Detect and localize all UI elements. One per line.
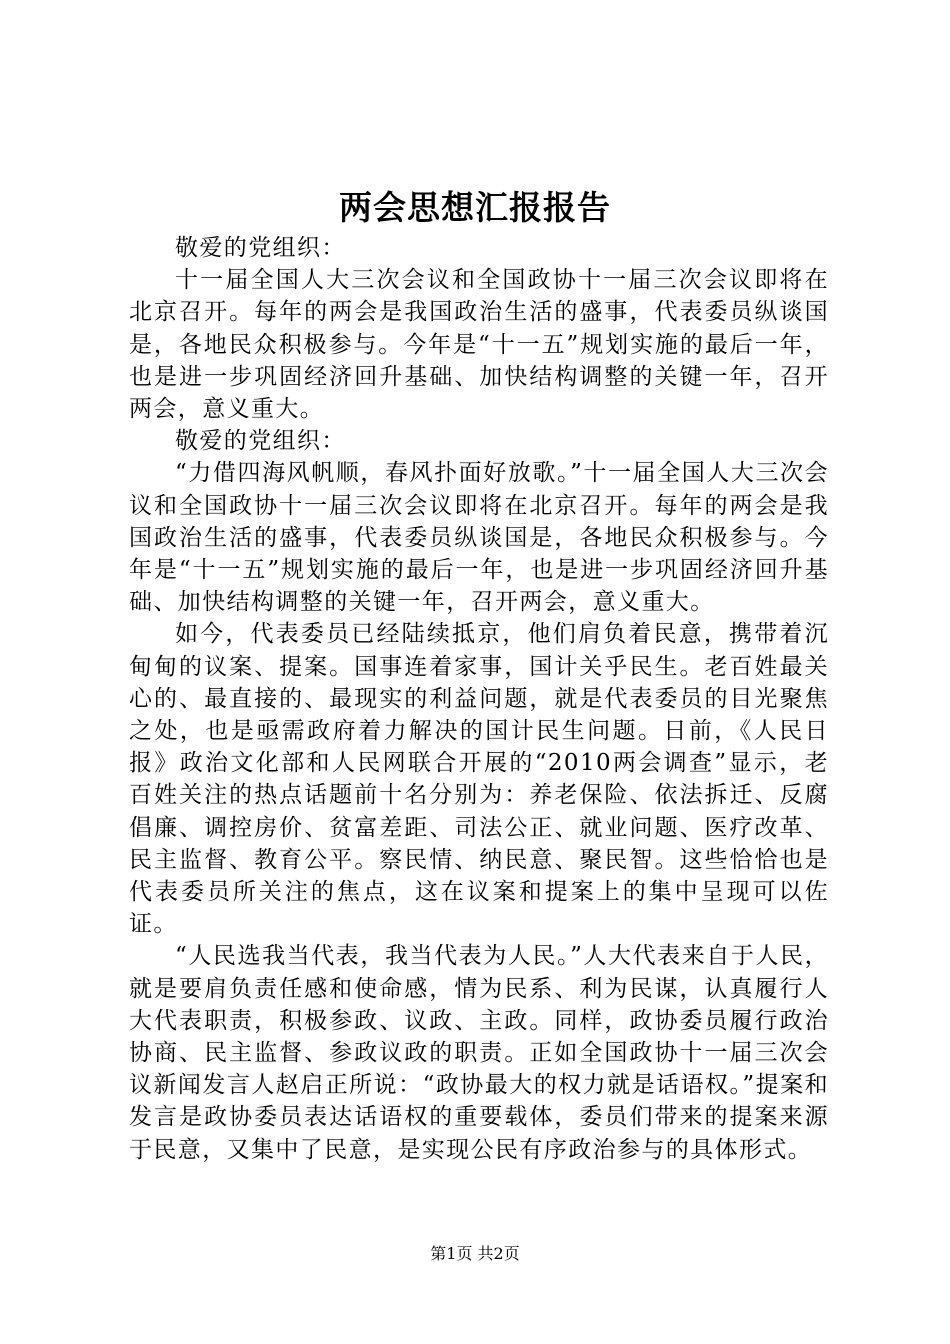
body-paragraph: “人民选我当代表，我当代表为人民。”人大代表来自于人民，就是要肩负责任感和使命感，情为民系、利为民谋，认真履行人大代表职责，积极参政、议政、主政。同样，政协委员履行政治协商、民主监督、参政议政的职责。正如全国政协十一届三次会议新闻发言人赵启正所说：“政协最大的权力就是话语权。”提案和发言是政协委员表达话语权的重要载体，委员们带来的提案来源于民意，又集中了民意，是实现公民有序政治参与的具体形式。 <box>129 943 829 1163</box>
salutation: 敬爱的党组织： <box>175 235 346 261</box>
body-paragraph: 十一届全国人大三次会议和全国政协十一届三次会议即将在北京召开。每年的两会是我国政治生活的盛事，代表委员纵谈国是，各地民众积极参与。今年是“十一五”规划实施的最后一年，也是进一步巩固经济回升基础、加快结构调整的关键一年，召开两会，意义重大。 <box>129 267 829 423</box>
page-footer: 第1页 共2页 <box>430 1244 520 1263</box>
body-paragraph: 如今，代表委员已经陆续抵京，他们肩负着民意，携带着沉甸甸的议案、提案。国事连着家事，国计关乎民生。老百姓最关心的、最直接的、最现实的利益问题，就是代表委员的目光聚焦之处，也是亟需政府着力解决的国计民生问题。日前，《人民日报》政治文化部和人民网联合开展的“2010两会调查”显示，老百姓关注的热点话题前十名分别为：养老保险、依法拆迁、反腐倡廉、调控房价、贫富差距、司法公正、就业问题、医疗改革、民主监督、教育公平。察民情、纳民意、聚民智。这些恰恰也是代表委员所关注的焦点，这在议案和提案上的集中呈现可以佐证。 <box>129 621 829 938</box>
document-title: 两会思想汇报报告 <box>339 188 611 227</box>
document-body <box>129 232 829 1166</box>
body-paragraph: “力借四海风帆顺，春风扑面好放歌。”十一届全国人大三次会议和全国政协十一届三次会议即将在北京召开。每年的两会是我国政治生活的盛事，代表委员纵谈国是，各地民众积极参与。今年是“十一五”规划实施的最后一年，也是进一步巩固经济回升基础、加快结构调整的关键一年，召开两会，意义重大。 <box>129 460 829 616</box>
salutation: 敬爱的党组织： <box>175 428 346 455</box>
